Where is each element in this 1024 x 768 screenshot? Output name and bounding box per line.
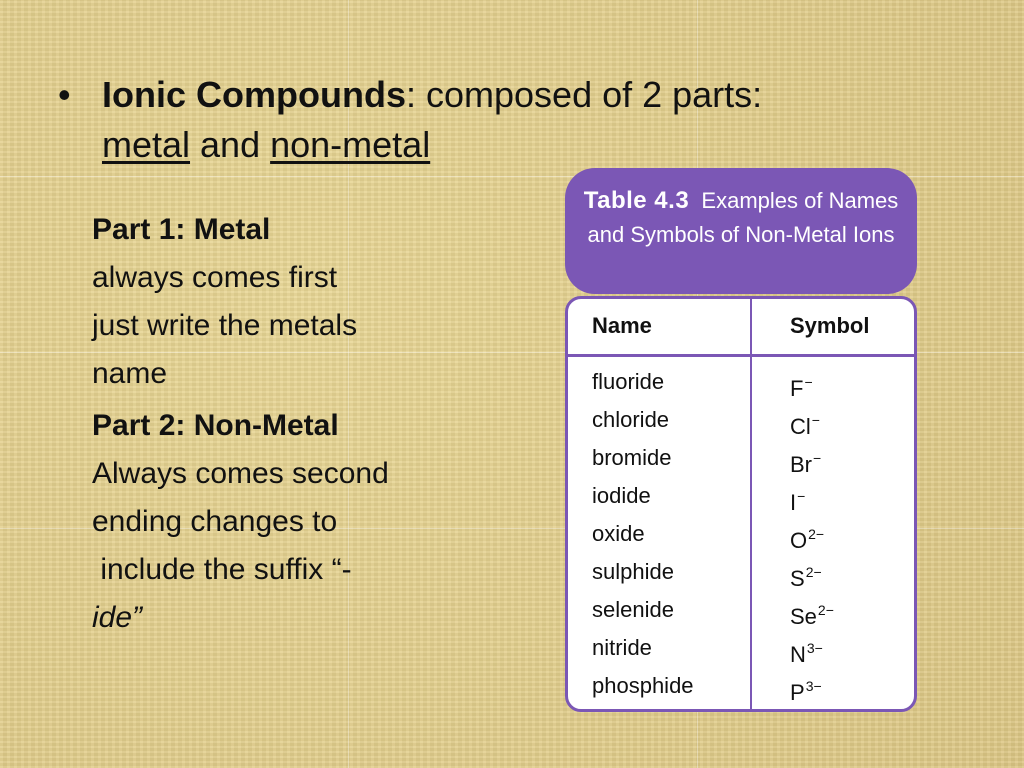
ion-charge: − [797, 488, 806, 504]
table-row [568, 439, 914, 477]
ion-name: selenide [592, 597, 674, 622]
table-title-banner [565, 168, 917, 294]
bullet-dot-icon: • [58, 74, 71, 115]
and-word: and [190, 124, 271, 165]
metal-word: metal [102, 124, 191, 165]
ion-symbol-letters: F [790, 376, 804, 401]
ion-charge: 2− [808, 526, 825, 542]
ion-symbol-letters: Br [790, 452, 812, 477]
ion-symbol-letters: S [790, 566, 805, 591]
table-caption: Examples of Names and Symbols of Non-Metal Ions [587, 188, 899, 247]
part1-line: just write the metals [92, 309, 358, 342]
ion-symbol-letters: P [790, 680, 805, 705]
table-row [568, 477, 914, 515]
ion-name: chloride [592, 407, 670, 432]
part2-section [92, 402, 472, 642]
part2-line: Always comes second [92, 457, 389, 490]
table-body [568, 363, 914, 705]
table-row [568, 553, 914, 591]
table-row [568, 591, 914, 629]
ion-symbol-letters: Cl [790, 414, 811, 439]
ion-charge: 3− [806, 640, 823, 656]
parts-column [92, 206, 472, 642]
ion-symbol-letters: N [790, 642, 806, 667]
part1-line: always comes first [92, 261, 338, 294]
ion-name: iodide [592, 483, 651, 508]
part1-heading: Part 1: Metal [92, 213, 271, 246]
header-divider [568, 354, 914, 357]
table-row [568, 629, 914, 667]
bullet-text [102, 70, 952, 170]
ion-charge: − [804, 374, 813, 390]
ion-name: oxide [592, 521, 645, 546]
ion-name: phosphide [592, 673, 694, 698]
ion-charge: 2− [805, 564, 822, 580]
bullet-rest: : composed of 2 parts: [405, 74, 763, 115]
table-row [568, 515, 914, 553]
ion-name: fluoride [592, 369, 665, 394]
ion-symbol-letters: I [790, 490, 797, 515]
ionic-compounds-term: Ionic Compounds [102, 74, 406, 115]
ion-name: nitride [592, 635, 652, 660]
nonmetal-word: non-metal [270, 124, 431, 165]
col-header-symbol: Symbol [790, 313, 870, 338]
ion-name: bromide [592, 445, 672, 470]
table-row [568, 401, 914, 439]
part2-italic-line: ide” [92, 601, 143, 634]
part1-line: name [92, 357, 168, 390]
ion-charge: − [811, 412, 820, 428]
table-row [568, 667, 914, 705]
table-number: Table 4.3 [583, 187, 690, 214]
col-header-name: Name [592, 313, 652, 338]
ions-table [565, 296, 917, 712]
ion-symbol-letters: Se [790, 604, 817, 629]
ion-symbol-letters: O [790, 528, 808, 553]
ion-name: sulphide [592, 559, 674, 584]
part2-heading: Part 2: Non-Metal [92, 409, 339, 442]
ion-symbol [790, 667, 822, 712]
table-row [568, 363, 914, 401]
ion-charge: 2− [817, 602, 834, 618]
ion-charge: 3− [805, 678, 822, 694]
part2-line: include the suffix “- [92, 553, 352, 586]
part2-line: ending changes to [92, 505, 338, 538]
part1-section [92, 206, 472, 398]
ion-charge: − [813, 450, 822, 466]
